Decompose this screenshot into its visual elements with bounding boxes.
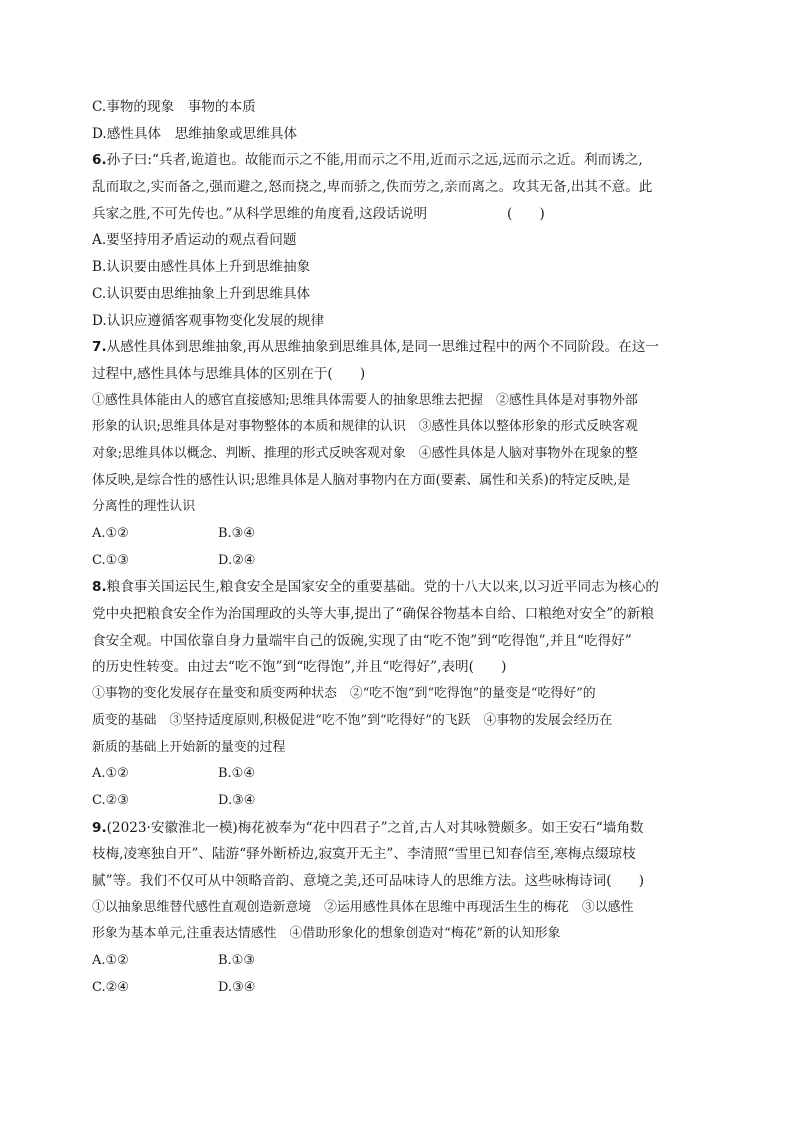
q7-option-d: D.②④ <box>218 552 256 568</box>
q7-statement-line-4: 体反映,是综合性的感性认识;思维具体是人脑对事物内在方面(要素、属性和关系)的特定反映,是 <box>92 472 631 488</box>
q7-number: 7. <box>92 339 107 356</box>
q8-number: 8. <box>92 579 107 596</box>
q8-statement-line-3: 新质的基础上开始新的量变的过程 <box>92 739 286 755</box>
q9-option-a: A.①② <box>92 953 129 968</box>
q8-option-c: C.②③ <box>92 792 129 808</box>
q7-options-row-2 <box>92 548 704 575</box>
q9-statement-line-1: ①以抽象思维替代感性直观创造新意境 ②运用感性具体在思维中再现活生生的梅花 ③以感性 <box>92 899 634 915</box>
q9-stem-line-1 <box>92 815 704 842</box>
q6-stem-line-3 <box>92 201 704 228</box>
q6-option-a: A.要坚持用矛盾运动的观点看问题 <box>92 232 297 249</box>
q9-stem-line-2: 枝梅,凌寒独自开”、陆游“驿外断桥边,寂寞开无主”、李清照“雪里已知春信至,寒梅点缀琼枝 <box>92 846 636 863</box>
q8-option-b: B.①④ <box>218 766 255 782</box>
q8-option-d: D.③④ <box>218 792 256 808</box>
q6-option-c: C.认识要由思维抽象上升到思维具体 <box>92 285 311 302</box>
q6-stem-text-3: 兵家之胜,不可先传也。”从科学思维的角度看,这段话说明 <box>92 205 428 222</box>
q7-option-b: B.③④ <box>218 526 255 541</box>
q6-number: 6. <box>92 152 107 169</box>
q6-answer-bracket: ( ) <box>507 205 545 222</box>
q7-stem-line-1 <box>92 334 704 361</box>
q9-statement-line-2: 形象为基本单元,注重表达情感性 ④借助形象化的想象创造对“梅花”新的认知形象 <box>92 926 561 942</box>
document-page <box>92 94 704 1001</box>
q9-option-c: C.②④ <box>92 979 129 995</box>
q6-stem-line-2: 乱而取之,实而备之,强而避之,怒而挠之,卑而骄之,佚而劳之,亲而离之。攻其无备,出其不意。此 <box>92 179 653 196</box>
q7-statement-line-2: 形象的认识;思维具体是对事物整体的本质和规律的认识 ③感性具体以整体形象的形式反映客观 <box>92 419 638 435</box>
q9-stem-line-3: 腻”等。我们不仅可从中领略音韵、意境之美,还可品味诗人的思维方法。这些咏梅诗词( ) <box>92 872 645 889</box>
q7-option-a: A.①② <box>92 526 129 541</box>
q9-option-d: D.③④ <box>218 979 256 995</box>
q8-options-row-2 <box>92 788 704 815</box>
q8-options-row-1 <box>92 761 704 788</box>
q8-statement-line-1: ①事物的变化发展存在量变和质变两种状态 ②“吃不饱”到“吃得饱”的量变是“吃得好”的 <box>92 686 596 702</box>
q6-stem-line-1 <box>92 147 704 174</box>
q8-stem-line-3: 食安全观。中国依靠自身力量端牢自己的饭碗,实现了由“吃不饱”到“吃得饱”,并且“吃得好” <box>92 632 632 649</box>
q7-stem-text-1: 从感性具体到思维抽象,再从思维抽象到思维具体,是同一思维过程中的两个不同阶段。在这一 <box>106 339 660 356</box>
q7-statement-line-3: 对象;思维具体以概念、判断、推理的形式反映客观对象 ④感性具体是人脑对事物外在现象的整 <box>92 445 638 461</box>
q8-stem-line-1 <box>92 574 704 601</box>
q6-option-b: B.认识要由感性具体上升到思维抽象 <box>92 259 311 276</box>
q8-statement-line-2: 质变的基础 ③坚持适度原则,积极促进“吃不饱”到“吃得好”的飞跃 ④事物的发展会经历在 <box>92 712 613 728</box>
q7-statement-line-1: ①感性具体能由人的感官直接感知;思维具体需要人的抽象思维去把握 ②感性具体是对事物外部 <box>92 392 638 408</box>
q5-option-d: D.感性具体 思维抽象或思维具体 <box>92 125 298 142</box>
q6-stem-text-1: 孙子曰:“兵者,诡道也。故能而示之不能,用而示之不用,近而示之远,远而示之近。利而诱之, <box>106 152 643 169</box>
q9-options-row-1 <box>92 948 704 975</box>
q7-statement-line-5: 分离性的理性认识 <box>92 499 196 515</box>
q7-stem-line-2: 过程中,感性具体与思维具体的区别在于( ) <box>92 365 366 382</box>
q8-stem-line-4: 的历史性转变。由过去“吃不饱”到“吃得饱”,并且“吃得好”,表明( ) <box>92 659 507 676</box>
q8-option-a: A.①② <box>92 766 129 782</box>
q5-option-c: C.事物的现象 事物的本质 <box>92 99 256 115</box>
q6-option-d: D.认识应遵循客观事物变化发展的规律 <box>92 312 325 329</box>
q7-options-row-1 <box>92 521 704 548</box>
q9-stem-text-1: (2023·安徽淮北一模)梅花被奉为“花中四君子”之首,古人对其咏赞颇多。如王安石“墙角数 <box>106 819 644 836</box>
q9-options-row-2 <box>92 975 704 1002</box>
q8-stem-line-2: 党中央把粮食安全作为治国理政的头等大事,提出了“确保谷物基本自给、口粮绝对安全”的新粮 <box>92 606 654 623</box>
q9-number: 9. <box>92 819 107 836</box>
q7-option-c: C.①③ <box>92 552 129 568</box>
q9-option-b: B.①③ <box>218 953 255 968</box>
q8-stem-text-1: 粮食事关国运民生,粮食安全是国家安全的重要基础。党的十八大以来,以习近平同志为核心的 <box>106 579 660 596</box>
